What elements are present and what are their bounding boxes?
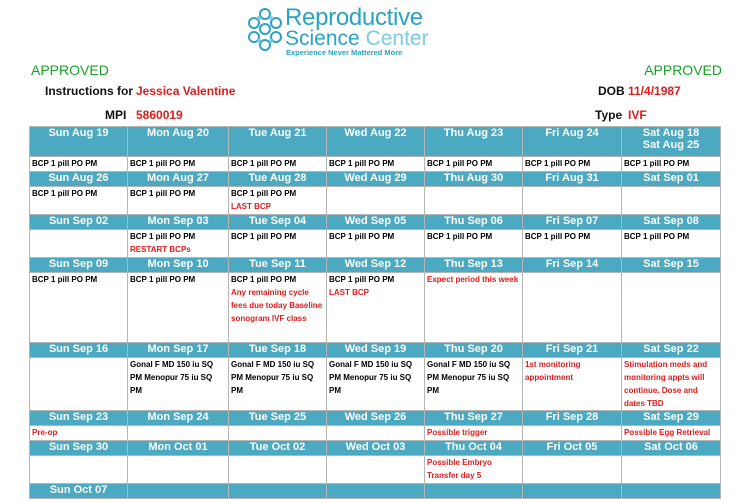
type-value: IVF bbox=[628, 108, 647, 122]
event-note: LAST BCP bbox=[231, 202, 271, 211]
day-header bbox=[229, 127, 327, 157]
day-header bbox=[229, 172, 327, 187]
day-header bbox=[128, 441, 229, 456]
day-header-label: Mon Aug 27 bbox=[147, 172, 209, 184]
day-header bbox=[622, 343, 721, 358]
day-header bbox=[622, 215, 721, 230]
day-header-label: Sat Oct 06 bbox=[644, 441, 698, 453]
dob-value: 11/4/1987 bbox=[628, 84, 681, 98]
dna-helix-icon bbox=[245, 6, 285, 52]
medication-note: BCP 1 pill PO PM bbox=[525, 232, 591, 241]
day-header-label: Sat Sep 08 bbox=[643, 215, 699, 227]
day-header-label: Sun Sep 30 bbox=[48, 441, 109, 453]
day-header-label: Wed Sep 26 bbox=[344, 411, 407, 423]
day-cell bbox=[622, 273, 721, 343]
day-header-label: Wed Sep 12 bbox=[344, 258, 407, 270]
approved-label-left: APPROVED bbox=[31, 62, 109, 78]
day-header-prev: Sat Aug 18 bbox=[642, 127, 700, 139]
day-header-label: Tue Aug 28 bbox=[248, 172, 307, 184]
day-cell bbox=[229, 187, 327, 215]
medication-note: BCP 1 pill PO PM bbox=[231, 232, 297, 241]
day-header bbox=[327, 484, 425, 499]
day-cell bbox=[327, 273, 425, 343]
day-header-label: Sat Aug 25 bbox=[642, 139, 700, 151]
day-header-label: Thu Sep 27 bbox=[444, 411, 503, 423]
day-header bbox=[30, 484, 128, 499]
day-header-label: Fri Sep 14 bbox=[545, 258, 599, 270]
event-note: Expect period this week bbox=[427, 275, 519, 284]
day-header bbox=[425, 484, 523, 499]
day-cell bbox=[30, 456, 128, 484]
day-cell bbox=[229, 273, 327, 343]
day-header-label: Wed Oct 03 bbox=[345, 441, 406, 453]
day-cell bbox=[229, 358, 327, 411]
day-header bbox=[128, 411, 229, 426]
day-cell bbox=[30, 230, 128, 258]
day-cell bbox=[425, 358, 523, 411]
day-cell bbox=[523, 358, 622, 411]
day-header bbox=[425, 172, 523, 187]
type-label: Type bbox=[595, 108, 623, 122]
day-cell bbox=[30, 157, 128, 172]
day-header bbox=[425, 127, 523, 157]
day-header-label: Sat Sep 15 bbox=[643, 258, 699, 270]
day-header bbox=[30, 441, 128, 456]
week-header-row bbox=[30, 343, 721, 358]
day-cell bbox=[128, 157, 229, 172]
day-header-label: Thu Sep 20 bbox=[444, 343, 503, 355]
day-header bbox=[30, 258, 128, 273]
day-cell bbox=[128, 273, 229, 343]
day-header-label: Wed Sep 05 bbox=[344, 215, 407, 227]
day-header bbox=[523, 484, 622, 499]
day-cell bbox=[622, 358, 721, 411]
approved-label-right: APPROVED bbox=[644, 62, 722, 78]
day-header bbox=[622, 127, 721, 157]
medication-note: Gonal F MD 150 iu SQ PM Menopur 75 iu SQ PM bbox=[130, 360, 214, 395]
medication-note: BCP 1 pill PO PM bbox=[525, 159, 591, 168]
day-cell bbox=[425, 426, 523, 441]
day-cell bbox=[425, 230, 523, 258]
day-header-label: Sun Sep 16 bbox=[48, 343, 109, 355]
day-header bbox=[622, 172, 721, 187]
day-header-label: Tue Sep 18 bbox=[248, 343, 307, 355]
day-header bbox=[425, 258, 523, 273]
day-header bbox=[523, 127, 622, 157]
medication-note: Gonal F MD 150 iu SQ PM Menopur 75 iu SQ PM bbox=[427, 360, 511, 395]
day-header-label: Thu Sep 06 bbox=[444, 215, 503, 227]
medication-note: BCP 1 pill PO PM bbox=[329, 159, 395, 168]
day-cell bbox=[30, 187, 128, 215]
event-note: RESTART BCPs bbox=[130, 245, 191, 254]
day-header-label: Sun Sep 09 bbox=[48, 258, 109, 270]
day-cell bbox=[229, 456, 327, 484]
medication-note: BCP 1 pill PO PM bbox=[231, 189, 297, 198]
week-notes-row bbox=[30, 273, 721, 343]
day-header bbox=[425, 215, 523, 230]
medication-note: BCP 1 pill PO PM bbox=[329, 275, 395, 284]
day-cell bbox=[30, 358, 128, 411]
week-header-row bbox=[30, 484, 721, 499]
medication-note: BCP 1 pill PO PM bbox=[427, 232, 493, 241]
day-cell bbox=[523, 157, 622, 172]
day-header bbox=[523, 343, 622, 358]
medication-note: BCP 1 pill PO PM bbox=[624, 232, 690, 241]
instructions-label: Instructions for bbox=[45, 84, 134, 98]
day-header-label: Fri Oct 05 bbox=[546, 441, 598, 453]
day-header-label: Mon Sep 17 bbox=[147, 343, 209, 355]
day-header-label: Sat Sep 01 bbox=[643, 172, 699, 184]
event-note: Any remaining cycle fees due today Baseline sonogram IVF class bbox=[231, 288, 323, 323]
day-header-label: Mon Sep 24 bbox=[147, 411, 209, 423]
day-cell bbox=[622, 230, 721, 258]
day-header-label: Tue Sep 04 bbox=[248, 215, 307, 227]
medication-note: BCP 1 pill PO PM bbox=[32, 275, 98, 284]
day-header-label: Thu Aug 30 bbox=[443, 172, 504, 184]
day-cell bbox=[425, 187, 523, 215]
event-note: Pre-op bbox=[32, 428, 58, 437]
medication-note: BCP 1 pill PO PM bbox=[231, 275, 297, 284]
day-cell bbox=[523, 426, 622, 441]
day-cell bbox=[30, 273, 128, 343]
logo-title: Reproductive bbox=[285, 4, 423, 31]
day-header bbox=[327, 343, 425, 358]
logo-subtitle: Science Center bbox=[285, 27, 429, 50]
week-notes-row bbox=[30, 456, 721, 484]
day-header-label: Sat Sep 22 bbox=[643, 343, 699, 355]
day-header bbox=[622, 484, 721, 499]
day-cell bbox=[425, 273, 523, 343]
event-note: Possible trigger bbox=[427, 428, 488, 437]
day-header-label: Fri Sep 21 bbox=[545, 343, 599, 355]
medication-note: BCP 1 pill PO PM bbox=[32, 189, 98, 198]
day-header bbox=[30, 172, 128, 187]
day-cell bbox=[128, 426, 229, 441]
cycle-calendar bbox=[29, 126, 721, 499]
patient-name: Jessica Valentine bbox=[136, 84, 236, 98]
event-note: Stimulation meds and monitoring appts will continue. Dose and dates TBD bbox=[624, 360, 708, 408]
medication-note: Gonal F MD 150 iu SQ PM Menopur 75 iu SQ PM bbox=[329, 360, 413, 395]
day-cell bbox=[622, 426, 721, 441]
medication-note: BCP 1 pill PO PM bbox=[427, 159, 493, 168]
day-header bbox=[128, 258, 229, 273]
event-note: Possible Embryo Transfer day 5 bbox=[427, 458, 492, 480]
day-header bbox=[30, 411, 128, 426]
day-header-label: Tue Oct 02 bbox=[249, 441, 306, 453]
day-header bbox=[327, 441, 425, 456]
day-cell bbox=[327, 358, 425, 411]
day-header bbox=[128, 343, 229, 358]
day-header-label: Tue Aug 21 bbox=[248, 127, 307, 139]
day-header bbox=[622, 258, 721, 273]
event-note: Possible Egg Retrieval bbox=[624, 428, 711, 437]
day-cell bbox=[425, 157, 523, 172]
day-cell bbox=[327, 157, 425, 172]
day-header bbox=[523, 411, 622, 426]
week-header-row bbox=[30, 172, 721, 187]
day-header bbox=[128, 215, 229, 230]
week-notes-row bbox=[30, 426, 721, 441]
day-header bbox=[229, 411, 327, 426]
day-header-label: Thu Oct 04 bbox=[445, 441, 502, 453]
week-header-row bbox=[30, 127, 721, 157]
day-cell bbox=[622, 456, 721, 484]
day-header-label: Sat Sep 29 bbox=[643, 411, 699, 423]
day-header bbox=[425, 441, 523, 456]
day-header-label: Wed Sep 19 bbox=[344, 343, 407, 355]
day-header-label: Tue Sep 11 bbox=[249, 258, 306, 270]
day-header bbox=[327, 127, 425, 157]
day-header bbox=[523, 258, 622, 273]
medication-note: BCP 1 pill PO PM bbox=[624, 159, 690, 168]
day-cell bbox=[229, 230, 327, 258]
day-cell bbox=[229, 426, 327, 441]
day-header-label: Fri Sep 07 bbox=[545, 215, 599, 227]
day-header bbox=[425, 343, 523, 358]
day-header bbox=[229, 343, 327, 358]
day-header bbox=[327, 172, 425, 187]
medication-note: BCP 1 pill PO PM bbox=[130, 189, 196, 198]
day-header-label: Thu Aug 23 bbox=[443, 127, 504, 139]
day-header bbox=[229, 441, 327, 456]
day-header-label: Tue Sep 25 bbox=[248, 411, 307, 423]
week-notes-row bbox=[30, 157, 721, 172]
day-header-label: Sun Oct 07 bbox=[49, 484, 108, 496]
day-cell bbox=[128, 358, 229, 411]
mpi-label: MPI bbox=[105, 108, 127, 122]
day-cell bbox=[622, 187, 721, 215]
dob-label: DOB bbox=[598, 84, 625, 98]
day-header bbox=[327, 258, 425, 273]
day-header bbox=[30, 215, 128, 230]
week-header-row bbox=[30, 441, 721, 456]
day-header bbox=[327, 215, 425, 230]
day-header bbox=[523, 172, 622, 187]
day-header bbox=[622, 411, 721, 426]
medication-note: BCP 1 pill PO PM bbox=[32, 159, 98, 168]
day-cell bbox=[128, 230, 229, 258]
day-header-label: Wed Aug 29 bbox=[344, 172, 407, 184]
event-note: LAST BCP bbox=[329, 288, 369, 297]
day-cell bbox=[327, 456, 425, 484]
day-cell bbox=[229, 157, 327, 172]
day-cell bbox=[523, 456, 622, 484]
medication-note: BCP 1 pill PO PM bbox=[329, 232, 395, 241]
day-header-label: Thu Sep 13 bbox=[444, 258, 503, 270]
day-header-label: Mon Oct 01 bbox=[148, 441, 208, 453]
day-cell bbox=[327, 426, 425, 441]
medication-note: BCP 1 pill PO PM bbox=[231, 159, 297, 168]
medication-note: BCP 1 pill PO PM bbox=[130, 275, 196, 284]
day-header bbox=[128, 127, 229, 157]
day-cell bbox=[523, 230, 622, 258]
day-cell bbox=[425, 456, 523, 484]
day-cell bbox=[523, 273, 622, 343]
day-cell bbox=[327, 187, 425, 215]
week-header-row bbox=[30, 258, 721, 273]
week-notes-row bbox=[30, 358, 721, 411]
week-notes-row bbox=[30, 230, 721, 258]
day-header bbox=[30, 343, 128, 358]
clinic-logo bbox=[245, 4, 445, 56]
day-header-label: Sun Sep 23 bbox=[48, 411, 109, 423]
day-cell bbox=[327, 230, 425, 258]
medication-note: BCP 1 pill PO PM bbox=[130, 232, 196, 241]
event-note: 1st monitoring appointment bbox=[525, 360, 581, 382]
day-header-label: Sun Sep 02 bbox=[48, 215, 109, 227]
day-header-label: Mon Aug 20 bbox=[147, 127, 209, 139]
day-header-label: Mon Sep 10 bbox=[147, 258, 209, 270]
day-header bbox=[425, 411, 523, 426]
day-cell bbox=[128, 187, 229, 215]
day-header bbox=[229, 484, 327, 499]
day-header bbox=[128, 484, 229, 499]
day-header-label: Fri Aug 31 bbox=[545, 172, 599, 184]
day-header bbox=[523, 441, 622, 456]
day-cell bbox=[523, 187, 622, 215]
week-header-row bbox=[30, 411, 721, 426]
day-cell bbox=[128, 456, 229, 484]
day-cell bbox=[622, 157, 721, 172]
day-header bbox=[229, 258, 327, 273]
day-header bbox=[128, 172, 229, 187]
week-notes-row bbox=[30, 187, 721, 215]
day-header-label: Sun Aug 19 bbox=[48, 127, 109, 139]
day-header-label: Fri Aug 24 bbox=[545, 127, 599, 139]
medication-note: BCP 1 pill PO PM bbox=[130, 159, 196, 168]
logo-tagline: Experience Never Mattered More bbox=[286, 48, 403, 57]
day-header bbox=[229, 215, 327, 230]
day-header-label: Wed Aug 22 bbox=[344, 127, 407, 139]
medication-note: Gonal F MD 150 iu SQ PM Menopur 75 iu SQ PM bbox=[231, 360, 315, 395]
day-header-label: Fri Sep 28 bbox=[545, 411, 599, 423]
day-header-label: Sun Aug 26 bbox=[48, 172, 109, 184]
day-cell bbox=[30, 426, 128, 441]
day-header bbox=[622, 441, 721, 456]
day-header bbox=[30, 127, 128, 157]
day-header bbox=[523, 215, 622, 230]
mpi-value: 5860019 bbox=[136, 108, 183, 122]
week-header-row bbox=[30, 215, 721, 230]
day-header bbox=[327, 411, 425, 426]
day-header-label: Mon Sep 03 bbox=[147, 215, 209, 227]
